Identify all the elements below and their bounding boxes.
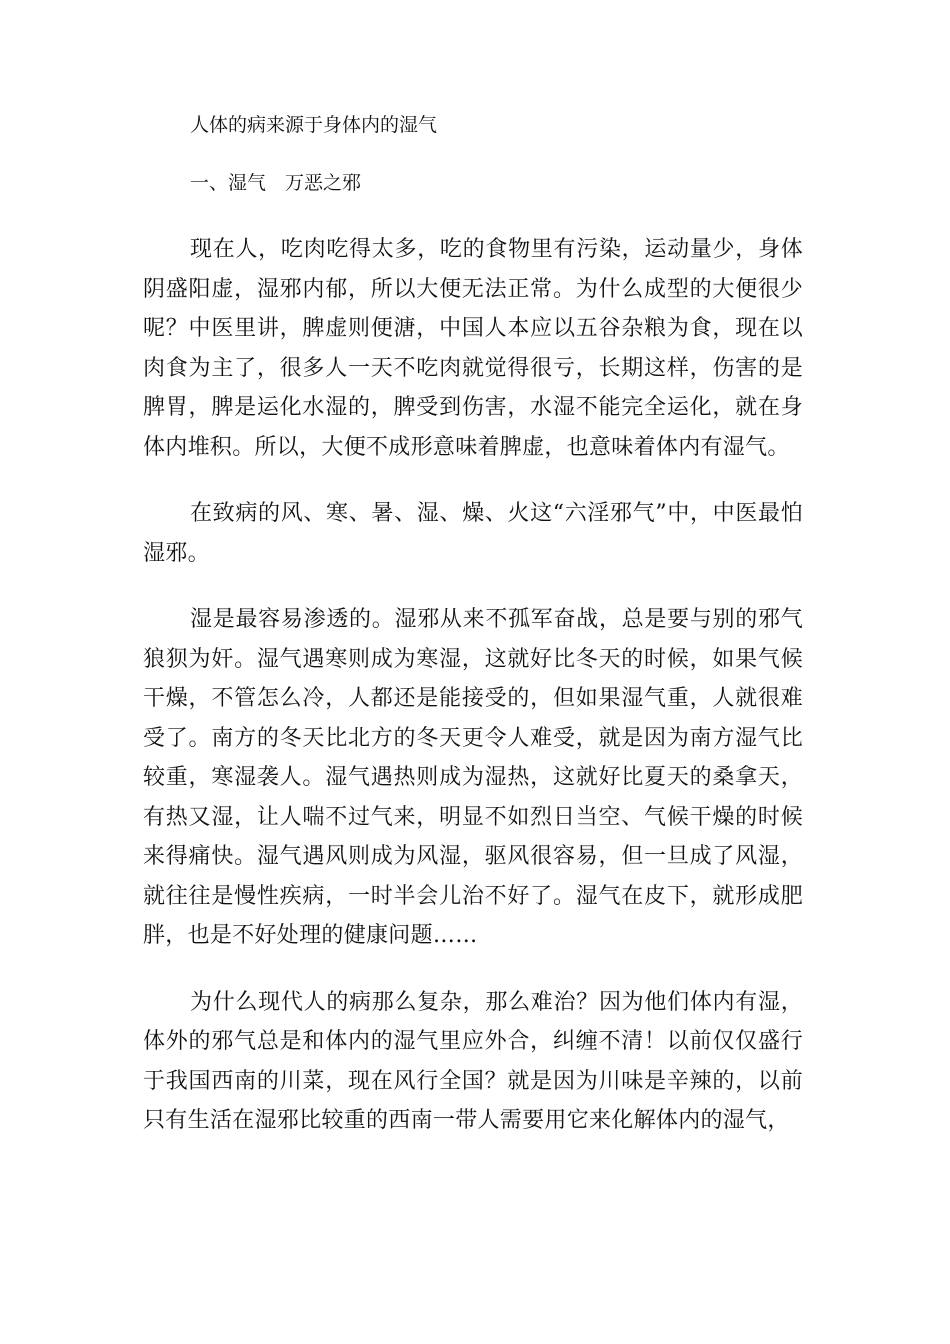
document-body [143, 230, 803, 1168]
section-heading: 一、湿气 万恶之邪 [190, 172, 362, 194]
document-title: 人体的病来源于身体内的湿气 [190, 114, 438, 136]
paragraph: 为什么现代人的病那么复杂，那么难治？因为他们体内有湿，体外的邪气总是和体内的湿气里应外合，纠缠不清！以前仅仅盛行于我国西南的川菜，现在风行全国？就是因为川味是辛辣的，以前只有生活在湿邪比较重的西南一带人需要用它来化解体内的湿气， [143, 989, 803, 1133]
paragraph: 在致病的风、寒、暑、湿、燥、火这“六淫邪气”中，中医最怕湿邪。 [143, 501, 803, 566]
paragraph: 现在人，吃肉吃得太多，吃的食物里有污染，运动量少，身体阴盛阳虚，湿邪内郁，所以大便无法正常。为什么成型的大便很少呢？中医里讲，脾虚则便溏，中国人本应以五谷杂粮为食，现在以肉食为主了，很多人一天不吃肉就觉得很亏，长期这样，伤害的是脾胃，脾是运化水湿的，脾受到伤害，水湿不能完全运化，就在身体内堆积。所以，大便不成形意味着脾虚，也意味着体内有湿气。 [143, 237, 803, 460]
paragraph: 湿是最容易渗透的。湿邪从来不孤军奋战，总是要与别的邪气狼狈为奸。湿气遇寒则成为寒湿，这就好比冬天的时候，如果气候干燥，不管怎么冷，人都还是能接受的，但如果湿气重，人就很难受了。南方的冬天比北方的冬天更令人难受，就是因为南方湿气比较重，寒湿袭人。湿气遇热则成为湿热，这就好比夏天的桑拿天，有热又湿，让人喘不过气来，明显不如烈日当空、气候干燥的时候来得痛快。湿气遇风则成为风湿，驱风很容易，但一旦成了风湿，就往往是慢性疾病，一时半会儿治不好了。湿气在皮下，就形成肥胖，也是不好处理的健康问题…… [143, 607, 803, 948]
